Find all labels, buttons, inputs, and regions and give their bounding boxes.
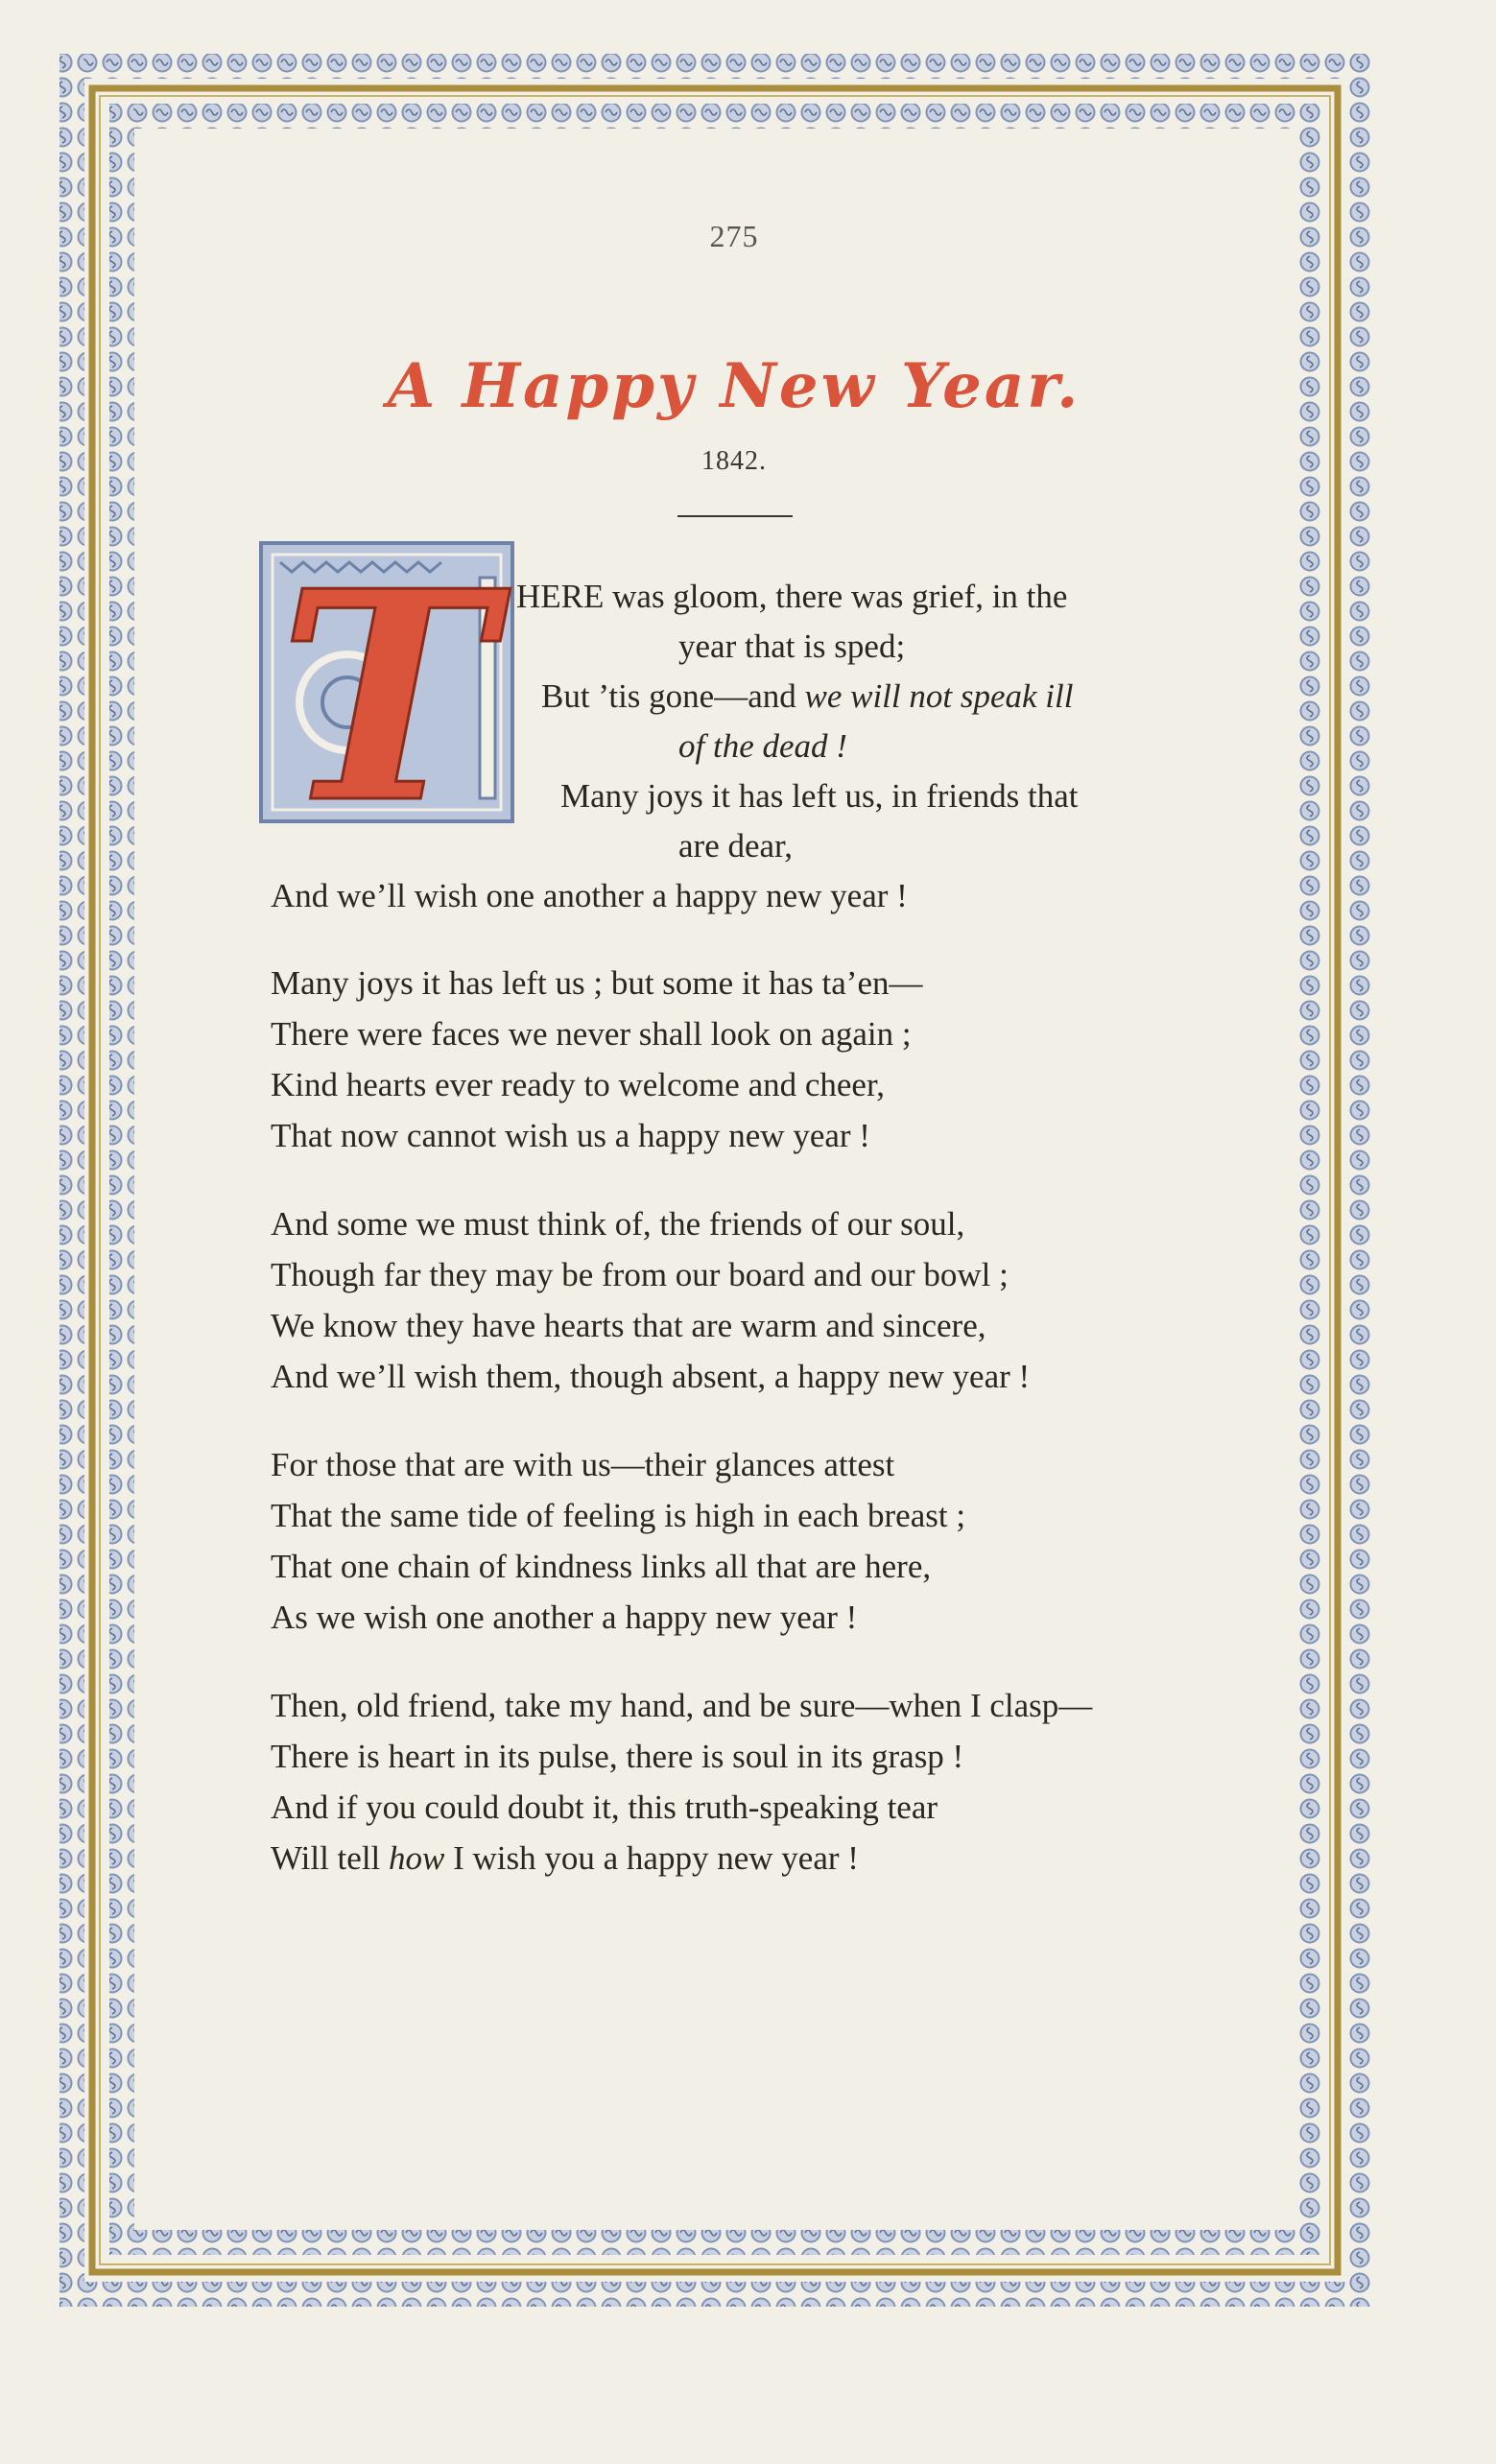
page-number: 275 [709,219,759,253]
poem-title: A Happy New Year. [387,350,1081,422]
poem-year: 1842. [701,446,767,476]
poem-line: And if you could doubt it, this truth-speaking tear [271,1789,938,1826]
poem-line: There were faces we never shall look on again ; [271,1015,912,1053]
poem-line: Kind hearts ever ready to welcome and cheer, [271,1066,885,1103]
poem-line: Though far they may be from our board and our bowl ; [271,1256,1009,1293]
poem-line: Many joys it has left us, in friends that [560,777,1079,815]
poem-line: Then, old friend, take my hand, and be sure—when I clasp— [271,1687,1093,1724]
title-divider [677,515,793,517]
poem-line: And we’ll wish them, though absent, a happy new year ! [271,1358,1031,1395]
poem-line [271,1833,859,1884]
poem-line: And some we must think of, the friends of our soul, [271,1205,965,1243]
poem-text-italic: we will not speak ill [804,677,1074,715]
poem-text: I wish you a happy new year ! [444,1839,859,1877]
drop-cap-letter: T [278,528,493,839]
poem-line: For those that are with us—their glances attest [271,1446,895,1483]
illuminated-drop-cap [251,520,541,839]
poem-line [678,721,847,771]
poem-line: HERE was gloom, there was grief, in the [516,578,1068,615]
poem-line: are dear, [678,827,794,865]
poem-line: We know they have hearts that are warm and sincere, [271,1307,986,1344]
poem-line: year that is sped; [678,628,906,665]
poem-line: Many joys it has left us ; but some it has ta’en— [271,964,923,1002]
poem-line [541,671,1073,722]
poem-text: But ’tis gone—and [541,677,805,715]
poem-line: There is heart in its pulse, there is soul in its grasp ! [271,1738,964,1775]
poem-line: That now cannot wish us a happy new year ! [271,1117,870,1154]
poem-line: That one chain of kindness links all that are here, [271,1548,932,1585]
poem-line: That the same tide of feeling is high in each breast ; [271,1497,966,1534]
poem-text-italic: how [389,1839,445,1877]
poem-line: And we’ll wish one another a happy new year ! [271,877,908,914]
poem-text-italic: of the dead ! [678,727,847,765]
poem-line: As we wish one another a happy new year ! [271,1599,858,1636]
poem-text: Will tell [271,1839,390,1877]
